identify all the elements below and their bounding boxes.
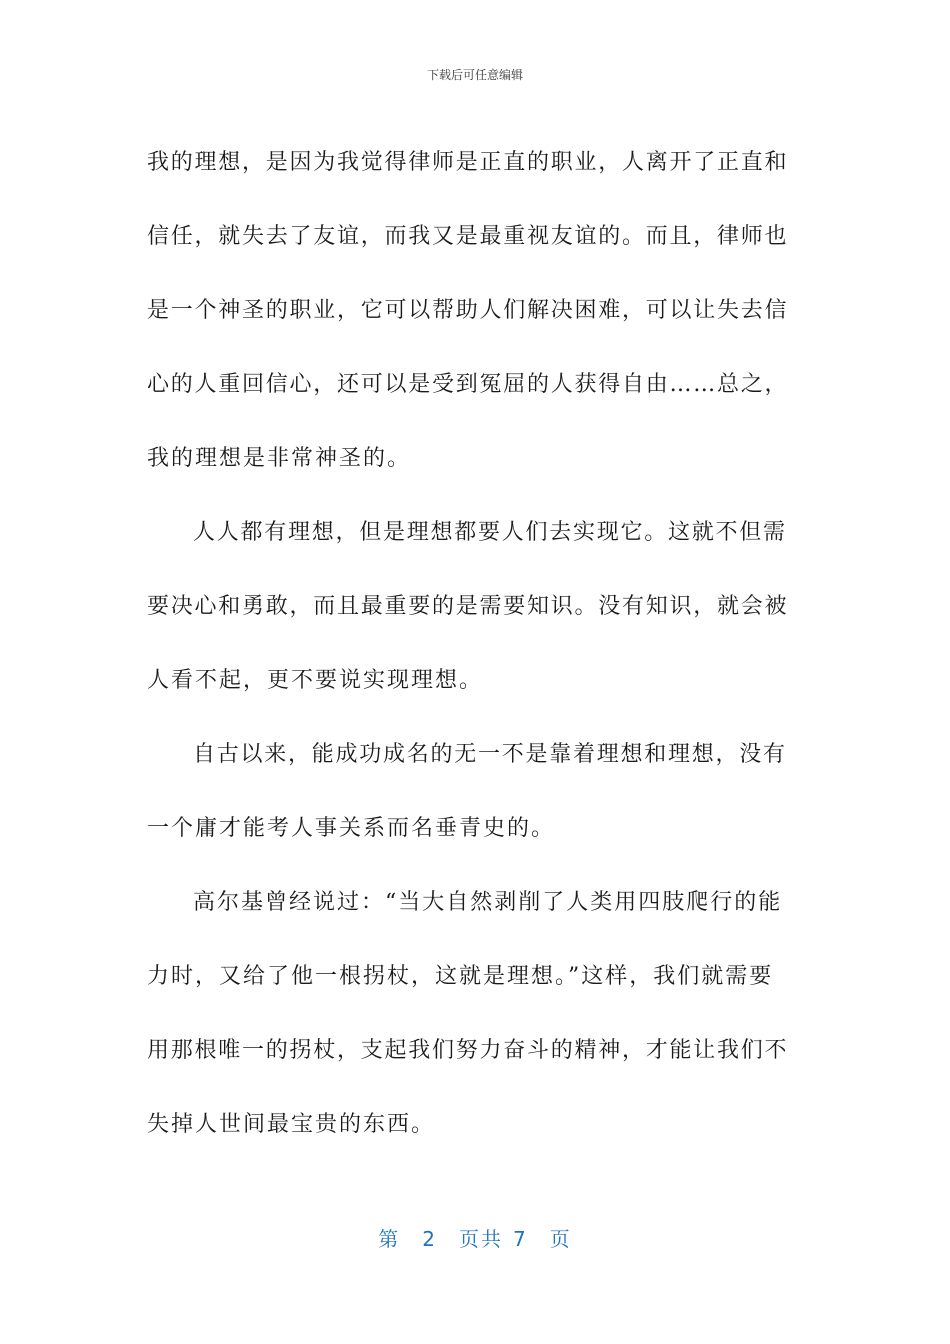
paragraph	[147, 126, 792, 496]
text-line: 心的人重回信心，还可以是受到冤屈的人获得自由……总之，	[147, 372, 789, 397]
paragraph	[147, 866, 792, 1162]
page-suffix: 页	[549, 1227, 572, 1251]
text-line: 力时，又给了他一根拐杖，这就是理想。”这样，我们就需要	[147, 964, 774, 989]
paragraph	[147, 718, 792, 866]
text-line: 失掉人世间最宝贵的东西。	[147, 1112, 436, 1137]
paragraph	[147, 496, 792, 718]
text-line: 自古以来，能成功成名的无一不是靠着理想和理想，没有	[193, 742, 787, 767]
text-line: 高尔基曾经说过：“当大自然剥削了人类用四肢爬行的能	[193, 890, 783, 915]
header-note: 下载后可任意编辑	[426, 68, 523, 82]
total-pages-number: 7	[513, 1227, 528, 1251]
text-line: 我的理想，是因为我觉得律师是正直的职业，人离开了正直和	[147, 150, 789, 175]
page-prefix: 第	[378, 1227, 401, 1251]
text-line: 人人都有理想，但是理想都要人们去实现它。这就不但需	[193, 520, 787, 545]
text-line: 要决心和勇敢，而且最重要的是需要知识。没有知识，就会被	[147, 594, 789, 619]
document-body	[147, 126, 792, 1162]
text-line: 一个庸才能考人事关系而名垂青史的。	[147, 816, 556, 841]
text-line: 用那根唯一的拐杖，支起我们努力奋斗的精神，才能让我们不	[147, 1038, 789, 1063]
page-number-footer	[0, 1223, 950, 1252]
text-line: 我的理想是非常神圣的。	[147, 446, 412, 471]
current-page-number: 2	[422, 1227, 437, 1251]
text-line: 人看不起，更不要说实现理想。	[147, 668, 484, 693]
page-middle-label: 页共	[459, 1227, 503, 1251]
text-line: 是一个神圣的职业，它可以帮助人们解决困难，可以让失去信	[147, 298, 789, 323]
text-line: 信任，就失去了友谊，而我又是最重视友谊的。而且，律师也	[147, 224, 789, 249]
